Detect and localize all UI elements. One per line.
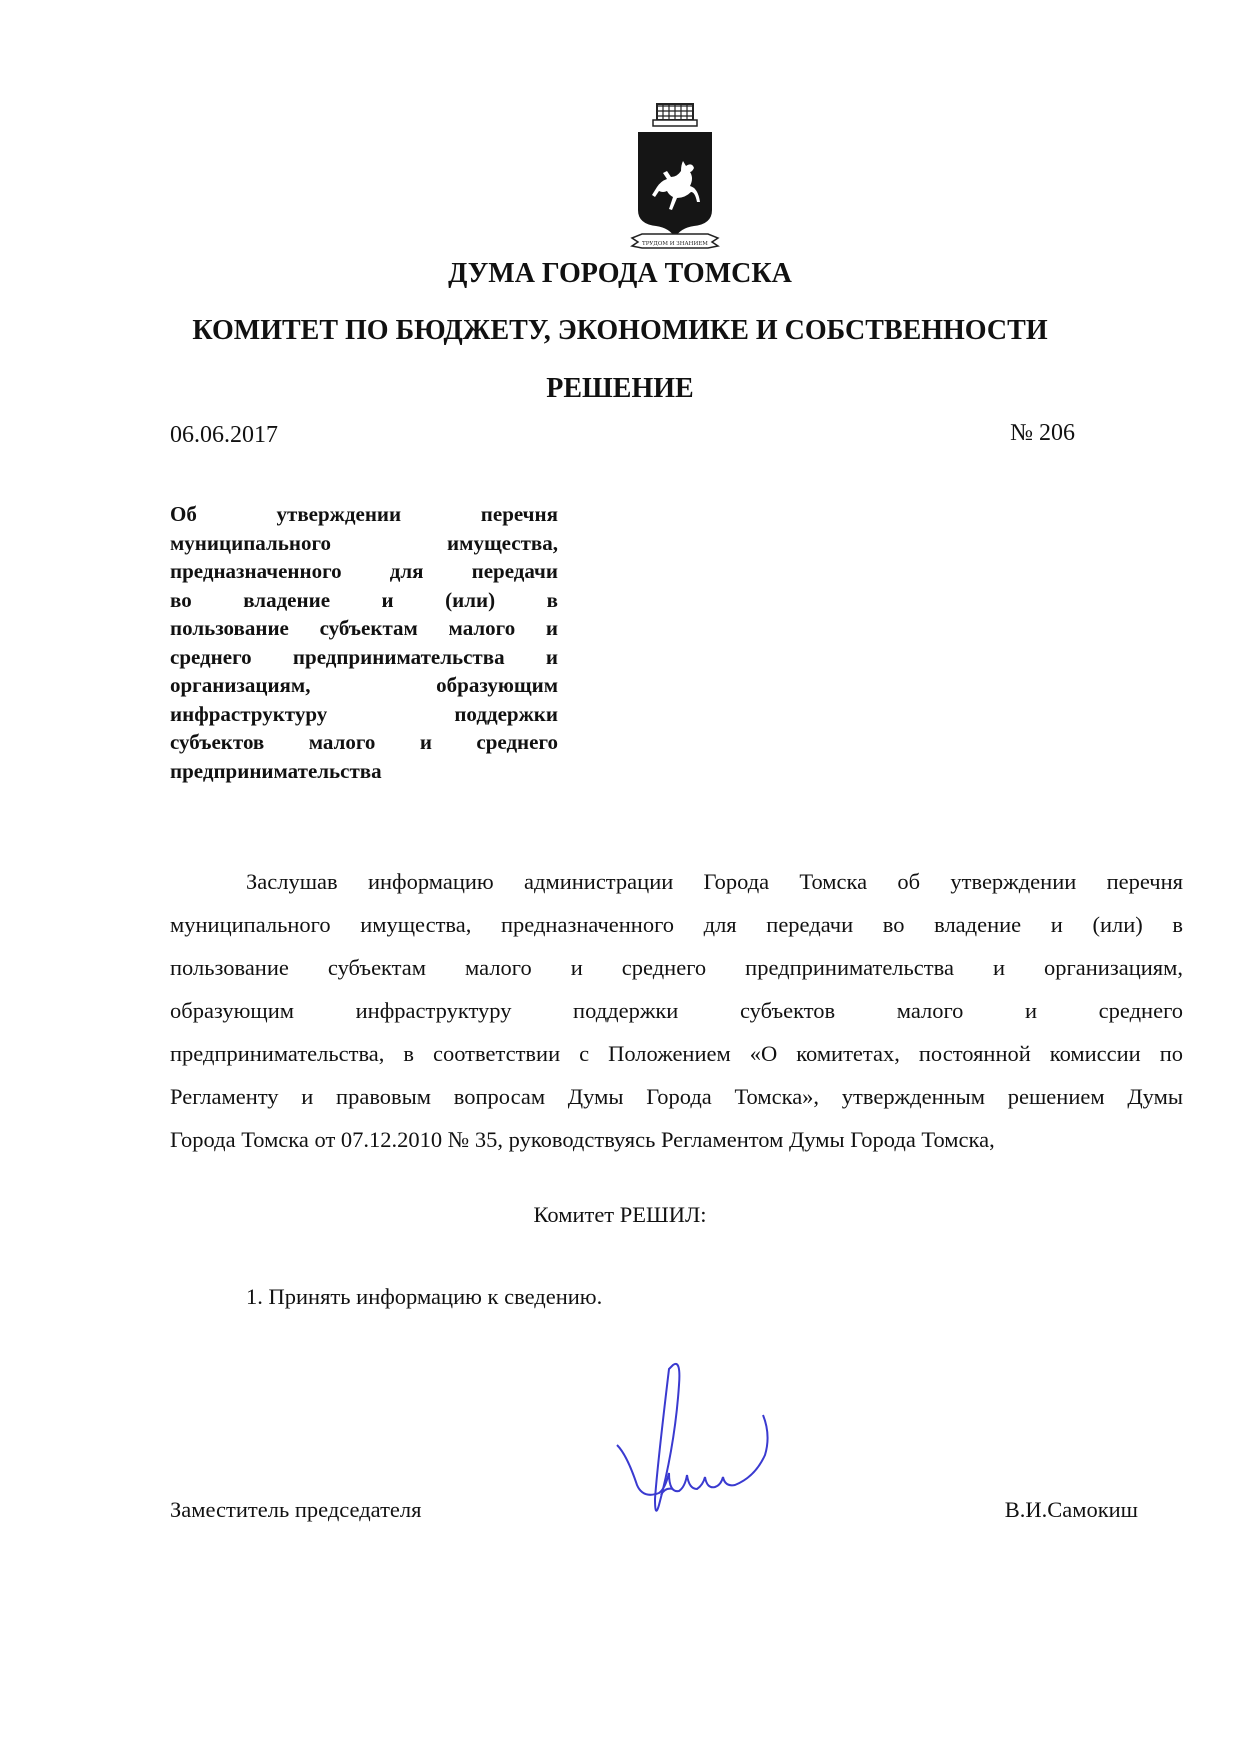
signatory-name: В.И.Самокиш (1004, 1497, 1138, 1522)
body-line: пользование субъектам малого и среднего предпринимательства и организациям, (170, 955, 1183, 980)
body-line: Регламенту и правовым вопросам Думы Города Томска», утвержденным решением Думы (170, 1084, 1183, 1109)
subject-line: Об утверждении перечня (170, 502, 558, 526)
subject-line: инфраструктуру поддержки (170, 701, 558, 726)
svg-text:ТРУДОМ И ЗНАНИЕМ: ТРУДОМ И ЗНАНИЕМ (642, 241, 708, 247)
coat-of-arms (628, 100, 722, 260)
organization-title: ДУМА ГОРОДА ТОМСКА (448, 258, 792, 289)
subject-line: субъектов малого и среднего (170, 730, 558, 754)
body-line: Города Томска от 07.12.2010 № 35, руководствуясь Регламентом Думы Города Томска, (170, 1127, 995, 1152)
document-subject (170, 500, 558, 785)
document-number: № 206 (1010, 420, 1075, 446)
subject-line: муниципального имущества, (170, 530, 558, 555)
document-date: 06.06.2017 (170, 422, 278, 448)
subject-line: предназначенного для передачи (170, 559, 558, 583)
crown-icon (653, 104, 697, 126)
body-line: предпринимательства, в соответствии с Положением «О комитетах, постоянной комиссии по (170, 1041, 1183, 1066)
signatory-position: Заместитель председателя (170, 1497, 422, 1522)
body-line: Заслушав информацию администрации Города Томска об утверждении перечня (246, 869, 1183, 894)
resolution-heading: Комитет РЕШИЛ: (533, 1202, 707, 1227)
subject-line: пользование субъектам малого и (170, 616, 558, 640)
subject-line: среднего предпринимательства и (170, 644, 558, 669)
resolution-item: 1. Принять информацию к сведению. (246, 1284, 603, 1309)
subject-line: предпринимательства (170, 758, 382, 783)
body-line: образующим инфраструктуру поддержки субъектов малого и среднего (170, 998, 1183, 1023)
body-paragraph (170, 860, 1183, 1161)
document-type: РЕШЕНИЕ (546, 373, 694, 404)
signature (615, 1355, 800, 1530)
subject-line: во владение и (или) в (170, 587, 558, 612)
body-line: муниципального имущества, предназначенного для передачи во владение и (или) в (170, 912, 1183, 937)
subject-line: организациям, образующим (170, 673, 558, 697)
committee-title: КОМИТЕТ ПО БЮДЖЕТУ, ЭКОНОМИКЕ И СОБСТВЕННОСТИ (192, 315, 1048, 346)
